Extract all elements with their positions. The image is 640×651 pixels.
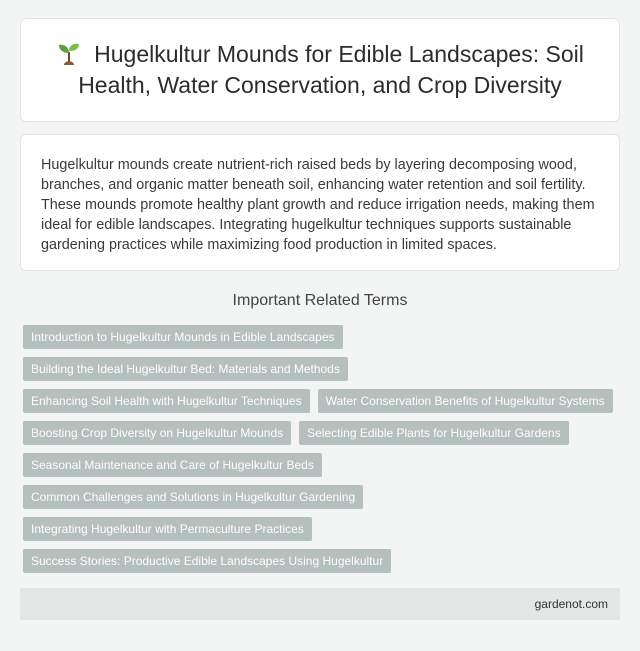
related-tag[interactable]: Building the Ideal Hugelkultur Bed: Materials and Methods [23,357,348,381]
related-tag[interactable]: Integrating Hugelkultur with Permaculture Practices [23,517,312,541]
footer [20,588,620,620]
related-terms-heading: Important Related Terms [232,292,408,309]
related-tag[interactable]: Introduction to Hugelkultur Mounds in Edible Landscapes [23,325,343,349]
related-tag[interactable]: Enhancing Soil Health with Hugelkultur Techniques [23,389,310,413]
seedling-icon [56,41,82,65]
related-tag[interactable]: Seasonal Maintenance and Care of Hugelkultur Beds [23,453,322,477]
title-text: Hugelkultur Mounds for Edible Landscapes: Soil Health, Water Conservation, and Crop Diversity [78,41,584,98]
related-tag[interactable]: Water Conservation Benefits of Hugelkultur Systems [318,389,613,413]
title-card [20,18,620,122]
footer-site-link[interactable]: gardenot.com [534,597,608,611]
related-tag[interactable]: Common Challenges and Solutions in Hugelkultur Gardening [23,485,363,509]
intro-card [20,134,620,271]
related-tag[interactable]: Selecting Edible Plants for Hugelkultur Gardens [299,421,568,445]
page-title [41,39,599,101]
related-tag[interactable]: Success Stories: Productive Edible Landscapes Using Hugelkultur [23,549,391,573]
related-tag[interactable]: Boosting Crop Diversity on Hugelkultur Mounds [23,421,291,445]
intro-paragraph: Hugelkultur mounds create nutrient-rich raised beds by layering decomposing wood, branches, and organic matter beneath soil, enhancing water retention and soil fertility. These mounds promote healthy plant growth and reduce irrigation needs, making them ideal for edible landscapes. Integrating hugelkultur techniques supports sustainable gardening practices while maximizing food production in limited spaces. [41,157,595,253]
related-tags [23,325,623,581]
